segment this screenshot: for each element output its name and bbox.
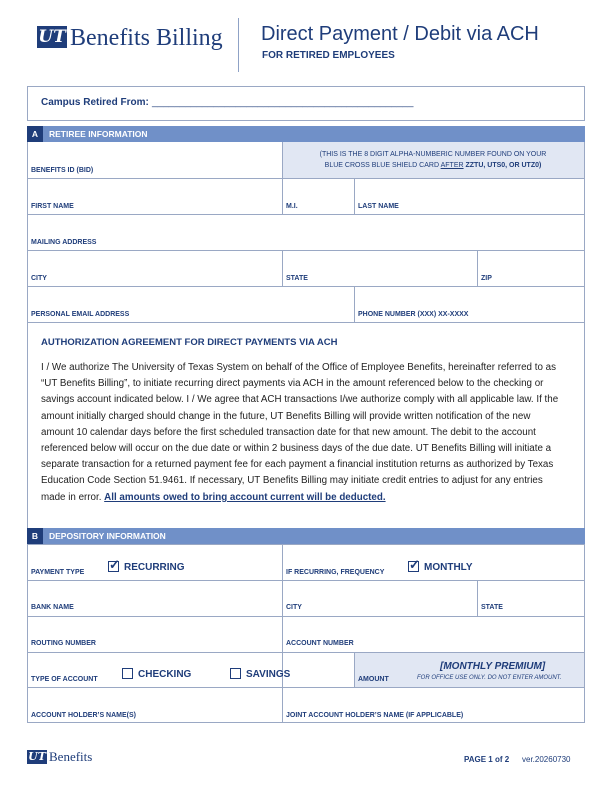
col-line xyxy=(477,580,478,616)
row-line xyxy=(27,214,585,215)
benefits-id-field[interactable] xyxy=(28,143,281,177)
col-line xyxy=(282,178,283,214)
version-label: ver.20260730 xyxy=(522,755,571,764)
row-line xyxy=(27,286,585,287)
account-number-label: ACCOUNT NUMBER xyxy=(286,640,354,647)
benefits-id-label: BENEFITS ID (BID) xyxy=(31,167,94,174)
logo-text: Benefits Billing xyxy=(70,25,223,51)
section-a-letter: A xyxy=(27,126,43,142)
savings-checkbox[interactable] xyxy=(230,668,241,679)
col-line xyxy=(282,544,283,723)
mailing-address-label: MAILING ADDRESS xyxy=(31,239,97,246)
savings-label: SAVINGS xyxy=(246,669,291,680)
row-line xyxy=(27,652,585,653)
bank-name-label: BANK NAME xyxy=(31,604,74,611)
payment-type-label: PAYMENT TYPE xyxy=(31,569,85,576)
phone-label: PHONE NUMBER (XXX) XX-XXXX xyxy=(358,311,469,318)
row-line xyxy=(27,178,585,179)
joint-holder-label: JOINT ACCOUNT HOLDER’S NAME (IF APPLICABLE) xyxy=(286,712,464,719)
campus-label: Campus Retired From: xyxy=(41,97,149,108)
check-icon: ✓ xyxy=(109,557,120,572)
footer-logo-text: Benefits xyxy=(49,749,93,764)
state-label: STATE xyxy=(286,275,308,282)
bid-note-after: AFTER xyxy=(440,162,464,169)
section-b-header xyxy=(27,528,585,544)
header-divider xyxy=(238,18,239,72)
col-line xyxy=(354,178,355,214)
first-name-label: FIRST NAME xyxy=(31,203,74,210)
row-line xyxy=(27,616,585,617)
campus-input[interactable]: _______________________________________________ xyxy=(152,97,414,108)
zip-label: ZIP xyxy=(481,275,492,282)
monthly-checkbox[interactable] xyxy=(408,557,420,572)
email-label: PERSONAL EMAIL ADDRESS xyxy=(31,311,130,318)
type-of-account-label: TYPE OF ACCOUNT xyxy=(31,676,98,683)
page-number: PAGE 1 of 2 xyxy=(464,755,510,764)
bid-note-line-1: (THIS IS THE 8 DIGIT ALPHA-NUMBERIC NUMBER FOUND ON YOUR xyxy=(319,151,547,158)
office-use-note: FOR OFFICE USE ONLY. DO NOT ENTER AMOUNT. xyxy=(417,675,562,681)
page-title: Direct Payment / Debit via ACH xyxy=(261,23,539,45)
checking-checkbox[interactable] xyxy=(122,668,133,679)
bid-note-line-2 xyxy=(286,160,580,171)
monthly-premium-text: [MONTHLY PREMIUM] xyxy=(440,661,546,672)
bid-note-line-2-pre: BLUE CROSS BLUE SHIELD CARD xyxy=(324,162,441,169)
row-line xyxy=(27,322,585,323)
row-line xyxy=(27,580,585,581)
routing-number-label: ROUTING NUMBER xyxy=(31,640,96,647)
last-name-label: LAST NAME xyxy=(358,203,399,210)
section-b-letter: B xyxy=(27,528,43,544)
check-icon: ✓ xyxy=(409,557,420,572)
agreement-body xyxy=(41,360,561,506)
bank-state-label: STATE xyxy=(481,604,503,611)
agreement-emphasis: All amounts owed to bring account current will be deducted. xyxy=(104,491,386,503)
footer-ut-logo-mark: UT xyxy=(28,750,46,763)
agreement-text: I / We authorize The University of Texas System on behalf of the Office of Employee Benefits, hereinafter referred to as “UT Benefits Billing”, to initiate recurring direct payments via ACH in the amount referenced below to the checking or savings account indicated below. I / We agree that ACH transactions I/we authorize comply with all applicable law. If the amount initially charged should change in the future, UT Benefits Billing will provide written notification of the new amount 10 calendar days before the first scheduled transaction date for that new amount. The debit to the account referenced below will occur on the due date or within 2 business days of the due date. UT Benefits Billing will initiate a separate transaction for a returned payment fee for each payment a financial institution returns as authorized by Texas Education Code Section 51.9461. If necessary, UT Benefits Billing may initiate credit entries to adjust for any entries made in error. xyxy=(41,362,559,503)
row-line xyxy=(27,544,585,545)
col-line xyxy=(282,142,283,178)
col-line xyxy=(354,286,355,322)
section-a-title: RETIREE INFORMATION xyxy=(49,129,148,139)
bid-note-codes: ZZTU, UTS0, OR UTZ0) xyxy=(463,162,542,169)
col-line xyxy=(477,250,478,286)
bank-city-label: CITY xyxy=(286,604,302,611)
frequency-label: IF RECURRING, FREQUENCY xyxy=(286,569,385,576)
bid-note xyxy=(286,149,580,171)
account-holder-label: ACCOUNT HOLDER’S NAME(S) xyxy=(31,712,136,719)
row-line xyxy=(27,687,585,688)
mi-label: M.I. xyxy=(286,203,298,210)
col-line xyxy=(282,250,283,286)
amount-label: AMOUNT xyxy=(358,676,389,683)
agreement-title: AUTHORIZATION AGREEMENT FOR DIRECT PAYMENTS VIA ACH xyxy=(41,337,338,348)
city-label: CITY xyxy=(31,275,47,282)
page-subtitle: FOR RETIRED EMPLOYEES xyxy=(262,50,395,61)
col-line xyxy=(354,652,355,687)
section-a-header xyxy=(27,126,585,142)
recurring-label: RECURRING xyxy=(124,562,185,573)
row-line xyxy=(27,250,585,251)
ut-logo-mark: UT xyxy=(38,27,66,47)
monthly-label: MONTHLY xyxy=(424,562,473,573)
checking-label: CHECKING xyxy=(138,669,192,680)
section-b-title: DEPOSITORY INFORMATION xyxy=(49,531,166,541)
recurring-checkbox[interactable] xyxy=(108,557,120,572)
